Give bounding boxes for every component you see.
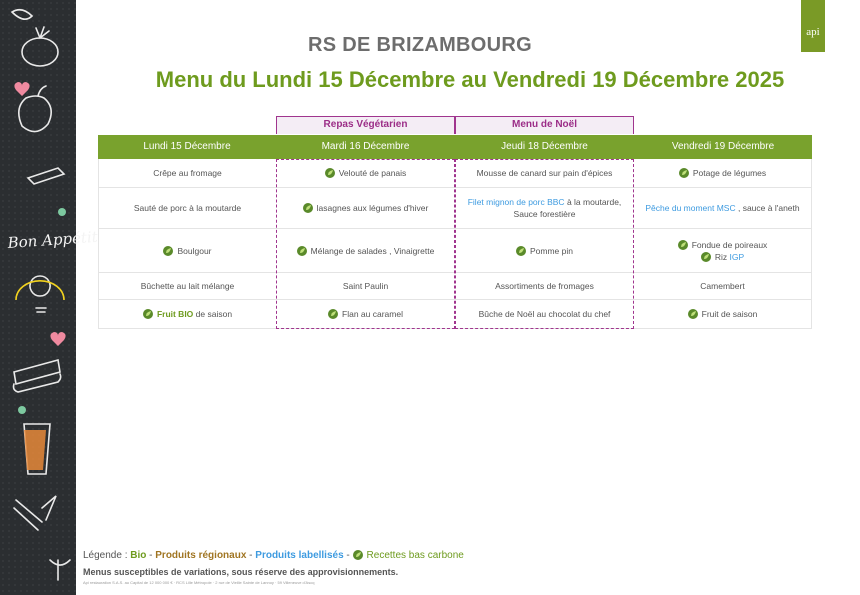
low-carbon-leaf-icon (297, 246, 307, 256)
heart-doodle-icon (14, 82, 29, 96)
dish-name: Riz (714, 251, 730, 262)
menu-cell (634, 188, 812, 229)
special-menu-label: Repas Végétarien (276, 116, 455, 134)
legend: Légende : Bio - Produits régionaux - Produits labellisés - Recettes bas carbone (83, 550, 464, 561)
leaf-doodle-icon (12, 10, 32, 19)
dish-name: Potage de légumes (692, 168, 767, 178)
chalkboard-sidebar (0, 0, 99, 595)
low-carbon-leaf-icon (353, 550, 363, 560)
bon-appetit-text: Bon Appétit (7, 227, 99, 252)
menu-cell (455, 300, 634, 329)
dish-name: lasagnes aux légumes d'hiver (316, 203, 429, 213)
apple-doodle-icon (19, 96, 51, 132)
menu-cell (98, 229, 276, 273)
dish-name: à la moutarde, Sauce forestière (513, 197, 622, 219)
low-carbon-leaf-icon (688, 309, 698, 319)
menu-cell (98, 273, 276, 300)
flower-doodle-icon (18, 406, 26, 414)
menu-cell (455, 159, 634, 188)
low-carbon-leaf-icon (143, 309, 153, 319)
low-carbon-leaf-icon (679, 168, 689, 178)
dish-name: Camembert (700, 281, 745, 291)
low-carbon-leaf-icon (516, 246, 526, 256)
dish-name: Pomme pin (530, 245, 573, 256)
dish-name: Fondue de poireaux (691, 239, 768, 250)
low-carbon-leaf-icon (325, 168, 335, 178)
dish-name: Flan au caramel (342, 309, 403, 319)
day-header: Mardi 16 Décembre (276, 135, 455, 159)
dish-name: , sauce à l'aneth (735, 203, 800, 213)
dish-name: Mousse de canard sur pain d'épices (476, 168, 613, 178)
dish-name: Sauté de porc à la moutarde (133, 203, 242, 213)
menu-cell (98, 159, 276, 188)
labelled-product: Pêche du moment MSC (645, 203, 736, 213)
legend-bio: Bio (130, 550, 147, 561)
menu-cell (276, 188, 455, 229)
menu-cell (276, 159, 455, 188)
low-carbon-leaf-icon (328, 309, 338, 319)
api-logo: api (801, 0, 825, 52)
pencil-doodle-icon (14, 500, 42, 530)
chalk-doodles (0, 0, 99, 595)
menu-cell (634, 300, 812, 329)
sun-rays-doodle-icon (16, 281, 64, 300)
special-menu-label: Menu de Noël (455, 116, 634, 134)
day-header: Jeudi 18 Décembre (455, 135, 634, 159)
heart-doodle-icon (50, 332, 65, 346)
low-carbon-leaf-icon (163, 246, 173, 256)
menu-cell (455, 273, 634, 300)
day-header: Vendredi 19 Décembre (634, 135, 812, 159)
dish-name: Saint Paulin (342, 281, 389, 291)
flower-doodle-icon (58, 208, 66, 216)
menu-cell (455, 229, 634, 273)
menu-cell (276, 273, 455, 300)
variation-note: Menus susceptibles de variations, sous réserve des approvisionnements. (83, 567, 399, 577)
dish-name: Assortiments de fromages (495, 281, 594, 291)
dish-name: Mélange de salades , Vinaigrette (310, 245, 435, 256)
menu-cell (634, 159, 812, 188)
low-carbon-leaf-icon (303, 203, 313, 213)
dish-name: Fruit de saison (701, 309, 758, 319)
dish-name: Crêpe au fromage (153, 168, 222, 178)
lightbulb-doodle-icon (30, 276, 50, 296)
dish-name: Boulgour (177, 245, 212, 256)
legend-low-carbon: Recettes bas carbone (366, 550, 464, 561)
restaurant-title: RS DE BRIZAMBOURG (308, 34, 532, 56)
legal-footer: Api restauration S.A.S. au Capital de 12 000 000 € · RCS Lille Métropole · 2 rue de Vieille Sainte de Lannoy · 59 Villeneuve d'Ascq (83, 580, 315, 585)
cake-doodle-icon (14, 360, 60, 384)
day-header: Lundi 15 Décembre (98, 135, 276, 159)
menu-cell (634, 273, 812, 300)
menu-cell (276, 229, 455, 273)
labelled-product: Filet mignon de porc BBC (467, 197, 565, 207)
bio-label: Fruit BIO (156, 309, 194, 319)
menu-cell (455, 188, 634, 229)
dish-name: Velouté de panais (338, 168, 407, 178)
low-carbon-leaf-icon (701, 252, 711, 262)
low-carbon-leaf-icon (678, 240, 688, 250)
dish-name: Bûche de Noël au chocolat du chef (478, 309, 611, 319)
menu-week-title: Menu du Lundi 15 Décembre au Vendredi 19 Décembre 2025 (155, 67, 785, 92)
turnip-doodle-icon (22, 38, 58, 66)
knife-doodle-icon (28, 168, 64, 184)
dish-name: Bûchette au lait mélange (140, 281, 235, 291)
legend-regional: Produits régionaux (155, 550, 247, 561)
fork-doodle-icon (50, 560, 70, 580)
menu-cell (98, 188, 276, 229)
menu-cell (276, 300, 455, 329)
labelled-product: IGP (729, 251, 745, 262)
dish-name: de saison (193, 309, 233, 319)
menu-cell (634, 229, 812, 273)
legend-labelled: Produits labellisés (255, 550, 344, 561)
menu-cell (98, 300, 276, 329)
